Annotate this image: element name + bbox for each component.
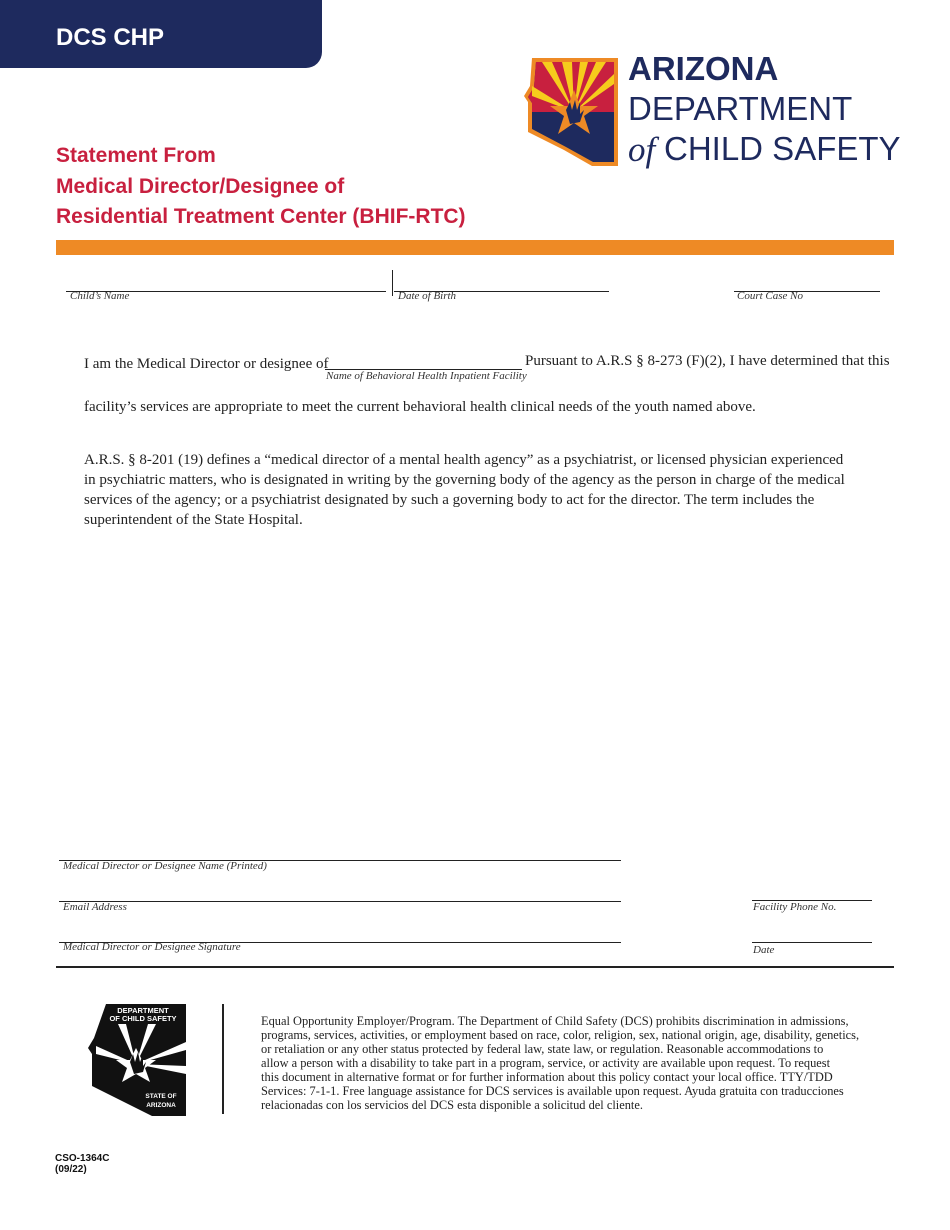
email-field[interactable] bbox=[59, 901, 621, 902]
definition-line-3: services of the agency; or a psychiatrist designated by such a governing body to act for the director. The term includes the bbox=[84, 492, 815, 508]
field-separator bbox=[392, 270, 393, 296]
date-field[interactable] bbox=[752, 942, 872, 943]
signature-label: Medical Director or Designee Signature bbox=[63, 941, 241, 953]
seal-top-line-1: DEPARTMENT bbox=[117, 1006, 169, 1015]
definition-line-4: superintendent of the State Hospital. bbox=[84, 512, 303, 528]
email-label: Email Address bbox=[63, 901, 127, 913]
page-title-line-3: Residential Treatment Center (BHIF-RTC) bbox=[56, 205, 466, 228]
eeo-line: relacionadas con los servicios del DCS esta disponible a solicitud del cliente. bbox=[261, 1098, 643, 1112]
childs-name-label: Child’s Name bbox=[70, 290, 130, 302]
statement-part-2: Pursuant to A.R.S § 8-273 (F)(2), I have determined that this bbox=[525, 353, 890, 369]
eeo-line: Equal Opportunity Employer/Program. The Department of Child Safety (DCS) prohibits discrimination in admissions, bbox=[261, 1014, 849, 1028]
director-name-label: Medical Director or Designee Name (Printed) bbox=[63, 860, 267, 872]
header-tab-label: DCS CHP bbox=[56, 24, 165, 51]
form-code: CSO-1364C bbox=[55, 1153, 110, 1164]
facility-name-label: Name of Behavioral Health Inpatient Facility bbox=[326, 370, 527, 382]
logo-arizona-text: ARIZONA bbox=[628, 50, 779, 87]
page-title-line-1: Statement From bbox=[56, 144, 216, 167]
logo-department-text: DEPARTMENT bbox=[628, 90, 853, 127]
page-title-line-2: Medical Director/Designee of bbox=[56, 175, 345, 198]
footer-divider bbox=[56, 966, 894, 968]
eeo-line: allow a person with a disability to take part in a program, service, or activity are available upon request. To request bbox=[261, 1056, 831, 1070]
eeo-line: or retaliation or any other status protected by federal law, state law, or regulation. Reasonable accommodations to bbox=[261, 1042, 824, 1056]
definition-line-1: A.R.S. § 8-201 (19) defines a “medical director of a mental health agency” as a psychiatrist, or licensed physician experienced bbox=[84, 452, 844, 468]
statement-part-1: I am the Medical Director or designee of bbox=[84, 356, 329, 372]
statement-line-2: facility’s services are appropriate to meet the current behavioral health clinical needs of the youth named above. bbox=[84, 399, 756, 415]
logo-child-safety-text: CHILD SAFETY bbox=[664, 130, 901, 167]
eeo-line: programs, services, activities, or employment based on race, color, religion, sex, national origin, age, disability, genetics, bbox=[261, 1028, 860, 1042]
form-revision: (09/22) bbox=[55, 1164, 87, 1175]
logo-of-text: of bbox=[628, 130, 656, 169]
facility-phone-label: Facility Phone No. bbox=[753, 901, 837, 913]
eeo-statement bbox=[261, 1014, 861, 1112]
dcs-state-seal-icon bbox=[88, 1002, 188, 1118]
seal-bottom-line-2: ARIZONA bbox=[146, 1102, 176, 1109]
date-label: Date bbox=[753, 944, 775, 956]
section-divider-bar bbox=[56, 240, 894, 255]
footer-vertical-divider bbox=[222, 1004, 224, 1114]
arizona-state-logo-icon bbox=[522, 52, 622, 170]
eeo-line: Services: 7-1-1. Free language assistance for DCS services is available upon request. Ayuda gratuita con traducciones bbox=[261, 1084, 844, 1098]
eeo-line: this document in alternative format or for further information about this policy contact your local office. TTY/TDD bbox=[261, 1070, 833, 1084]
court-case-no-label: Court Case No bbox=[737, 290, 804, 302]
seal-top-line-2: OF CHILD SAFETY bbox=[109, 1014, 177, 1023]
definition-line-2: in psychiatric matters, who is designated in writing by the governing body of the agency as the person in charge of the medical bbox=[84, 472, 845, 488]
date-of-birth-label: Date of Birth bbox=[398, 290, 457, 302]
seal-bottom-line-1: STATE OF bbox=[145, 1093, 177, 1100]
